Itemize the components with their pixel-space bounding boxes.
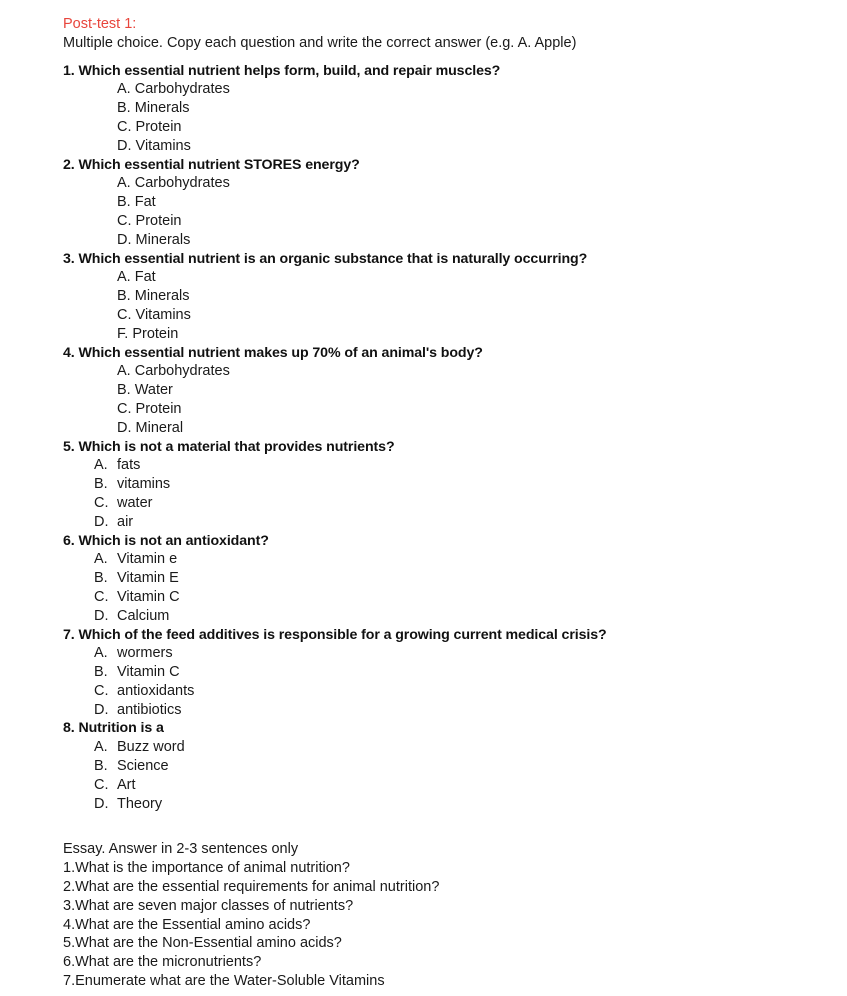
option-item[interactable] [63, 456, 847, 475]
option-letter: D. [94, 607, 109, 624]
option-text: Buzz word [117, 739, 185, 756]
option-item[interactable] [63, 795, 847, 814]
option-letter: F. [117, 325, 129, 342]
option-letter: C. [94, 494, 109, 511]
option-letter: C. [94, 588, 109, 605]
option-list [63, 80, 847, 155]
essay-question-item: 1.What is the importance of animal nutrition? [63, 860, 350, 877]
question-block [63, 250, 847, 344]
option-letter: D. [94, 513, 109, 530]
option-item[interactable] [63, 400, 847, 419]
option-text: Vitamins [135, 306, 191, 323]
question-text: 3. Which essential nutrient is an organic substance that is naturally occurring? [63, 250, 588, 267]
option-item[interactable] [63, 118, 847, 137]
question-text: 4. Which essential nutrient makes up 70% of an animal's body? [63, 344, 483, 361]
option-item[interactable] [63, 268, 847, 287]
option-item[interactable] [63, 174, 847, 193]
option-letter: B. [117, 288, 131, 305]
option-item[interactable] [63, 362, 847, 381]
option-letter: B. [94, 570, 108, 587]
option-letter: A. [117, 81, 131, 98]
option-letter: B. [117, 194, 131, 211]
option-item[interactable] [63, 137, 847, 156]
question-block [63, 719, 847, 813]
question-text: 1. Which essential nutrient helps form, build, and repair muscles? [63, 62, 501, 79]
option-letter: A. [94, 645, 108, 662]
option-item[interactable] [63, 381, 847, 400]
essay-question-item: 5.What are the Non-Essential amino acids? [63, 935, 342, 952]
option-letter: C. [94, 776, 109, 793]
essay-question-item: 7.Enumerate what are the Water-Soluble Vitamins [63, 973, 385, 990]
option-item[interactable] [63, 494, 847, 513]
option-item[interactable] [63, 738, 847, 757]
question-text: 2. Which essential nutrient STORES energy? [63, 156, 360, 173]
option-item[interactable] [63, 776, 847, 795]
option-item[interactable] [63, 663, 847, 682]
option-item[interactable] [63, 701, 847, 720]
option-list [63, 174, 847, 249]
option-letter: B. [117, 382, 131, 399]
option-list [63, 268, 847, 343]
question-block [63, 438, 847, 532]
question-block [63, 156, 847, 250]
option-list [63, 456, 847, 531]
option-text: antibiotics [117, 701, 182, 718]
option-letter: D. [117, 231, 132, 248]
option-item[interactable] [63, 193, 847, 212]
option-item[interactable] [63, 419, 847, 438]
multiple-choice-section [63, 62, 847, 814]
option-item[interactable] [63, 212, 847, 231]
question-text: 8. Nutrition is a [63, 720, 164, 737]
option-text: Minerals [134, 288, 190, 305]
option-letter: A. [94, 551, 108, 568]
option-item[interactable] [63, 80, 847, 99]
option-item[interactable] [63, 550, 847, 569]
option-letter: C. [117, 212, 132, 229]
option-text: Science [117, 758, 169, 775]
option-text: water [117, 494, 153, 511]
option-letter: A. [117, 363, 131, 380]
option-text: vitamins [117, 476, 171, 493]
option-text: Protein [135, 400, 182, 417]
option-letter: A. [94, 739, 108, 756]
option-text: Fat [134, 194, 156, 211]
option-text: Water [134, 382, 173, 399]
option-letter: D. [117, 419, 132, 436]
essay-question-item: 3.What are seven major classes of nutrients? [63, 897, 354, 914]
option-text: Protein [135, 118, 182, 135]
question-block [63, 626, 847, 720]
option-text: Protein [135, 212, 182, 229]
option-letter: C. [117, 400, 132, 417]
question-text: 6. Which is not an antioxidant? [63, 532, 269, 549]
option-letter: B. [94, 664, 108, 681]
option-text: air [117, 513, 134, 530]
option-item[interactable] [63, 231, 847, 250]
question-block [63, 344, 847, 438]
option-item[interactable] [63, 325, 847, 344]
option-text: Carbohydrates [134, 363, 230, 380]
option-item[interactable] [63, 757, 847, 776]
option-text: Vitamin C [117, 588, 180, 605]
page-title: Post-test 1: [63, 16, 137, 32]
option-item[interactable] [63, 475, 847, 494]
question-block [63, 62, 847, 156]
option-letter: D. [94, 795, 109, 812]
option-letter: D. [117, 137, 132, 154]
spacer [63, 813, 847, 840]
option-text: Fat [134, 269, 156, 286]
option-letter: A. [117, 269, 131, 286]
essay-question-list [63, 859, 847, 991]
option-text: wormers [117, 645, 173, 662]
option-text: Carbohydrates [134, 175, 230, 192]
option-text: Vitamin C [117, 664, 180, 681]
option-item[interactable] [63, 644, 847, 663]
option-list [63, 644, 847, 719]
option-text: Carbohydrates [134, 81, 230, 98]
option-letter: C. [94, 682, 109, 699]
option-item[interactable] [63, 607, 847, 626]
option-text: Minerals [134, 100, 190, 117]
option-item[interactable] [63, 99, 847, 118]
option-text: Art [117, 776, 136, 793]
essay-question-item: 4.What are the Essential amino acids? [63, 916, 311, 933]
spacer [63, 53, 847, 62]
option-letter: C. [117, 306, 132, 323]
option-list [63, 362, 847, 437]
option-text: Vitamins [135, 137, 191, 154]
option-list [63, 738, 847, 813]
option-text: Calcium [117, 607, 170, 624]
instructions-text: Multiple choice. Copy each question and write the correct answer (e.g. A. Apple) [63, 34, 577, 51]
essay-question-item: 2.What are the essential requirements for animal nutrition? [63, 879, 440, 896]
option-item[interactable] [63, 682, 847, 701]
option-letter: B. [94, 476, 108, 493]
question-block [63, 532, 847, 626]
option-item[interactable] [63, 306, 847, 325]
option-item[interactable] [63, 569, 847, 588]
option-letter: C. [117, 118, 132, 135]
option-letter: A. [117, 175, 131, 192]
option-text: Theory [117, 795, 163, 812]
option-letter: D. [94, 701, 109, 718]
question-text: 7. Which of the feed additives is responsible for a growing current medical crisis? [63, 626, 607, 643]
option-text: Vitamin E [117, 570, 179, 587]
option-letter: A. [94, 457, 108, 474]
option-item[interactable] [63, 287, 847, 306]
option-text: Mineral [135, 419, 184, 436]
option-text: Minerals [135, 231, 191, 248]
option-text: fats [117, 457, 141, 474]
option-letter: B. [94, 758, 108, 775]
option-list [63, 550, 847, 625]
option-letter: B. [117, 100, 131, 117]
option-item[interactable] [63, 588, 847, 607]
option-item[interactable] [63, 513, 847, 532]
essay-question-item: 6.What are the micronutrients? [63, 954, 262, 971]
question-text: 5. Which is not a material that provides nutrients? [63, 438, 395, 455]
option-text: antioxidants [117, 682, 195, 699]
option-text: Vitamin e [117, 551, 178, 568]
option-text: Protein [132, 325, 179, 342]
essay-section-heading: Essay. Answer in 2-3 sentences only [63, 841, 299, 858]
